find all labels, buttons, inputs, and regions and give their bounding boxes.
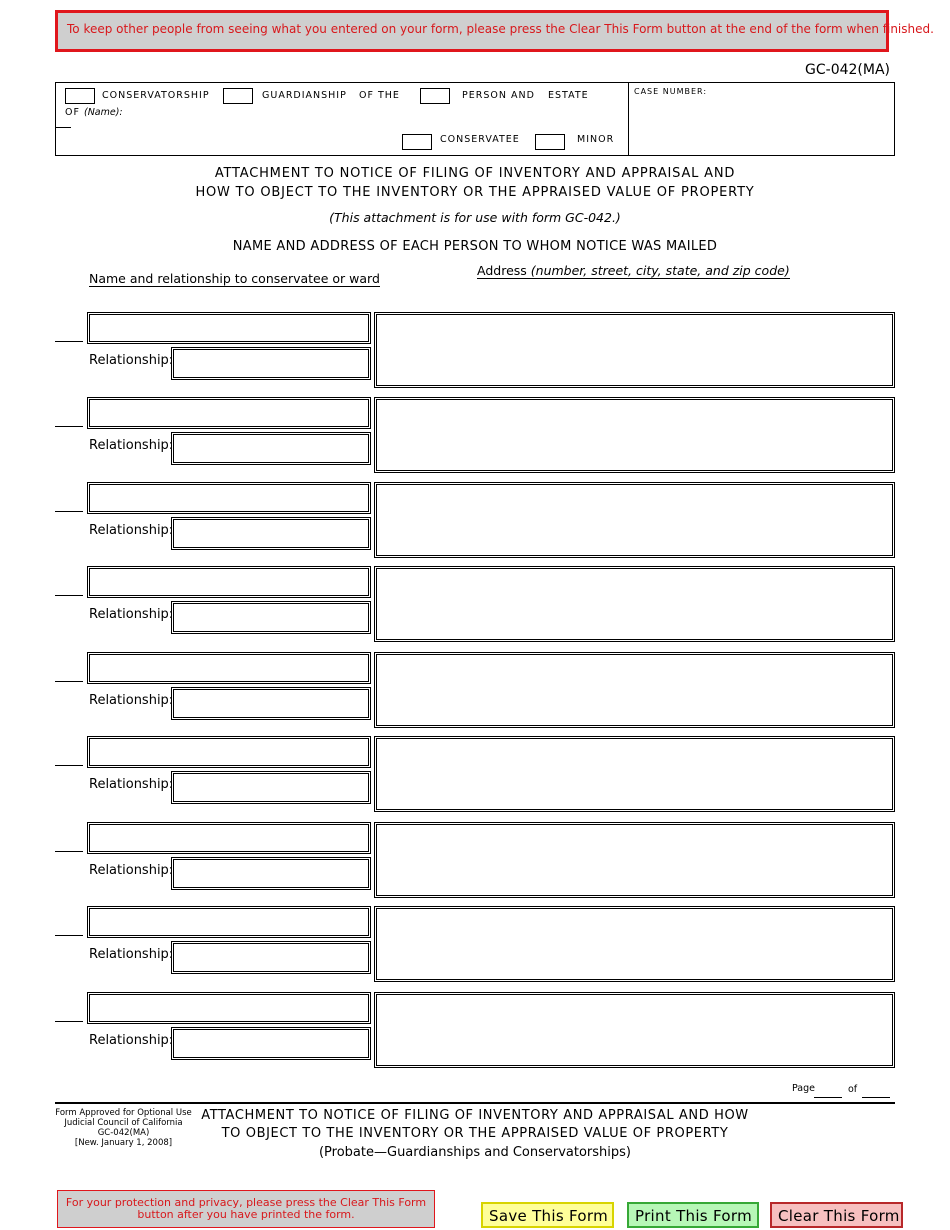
recipient-name-field[interactable]: [87, 822, 371, 854]
recipient-name-field[interactable]: [87, 992, 371, 1024]
name-hint: (Name):: [83, 107, 123, 118]
relationship-field[interactable]: [171, 432, 371, 465]
recipient-entry: [0, 992, 950, 1070]
conservatorship-label: CONSERVATORSHIP: [102, 90, 210, 101]
of-name-label: [65, 107, 123, 118]
recipient-entry: [0, 906, 950, 984]
form-title-line-1: ATTACHMENT TO NOTICE OF FILING OF INVENTORY AND APPRAISAL AND: [214, 166, 736, 181]
entry-number-field[interactable]: [55, 851, 83, 852]
of-the-label: OF THE: [359, 90, 400, 101]
relationship-field[interactable]: [171, 517, 371, 550]
address-heading-label: Address: [477, 263, 527, 278]
approval-line: GC-042(MA): [97, 1128, 150, 1138]
footer-subtitle: (Probate—Guardianships and Conservatorships): [318, 1145, 631, 1160]
relationship-label: Relationship:: [89, 523, 174, 538]
relationship-label: Relationship:: [89, 693, 174, 708]
conservatorship-checkbox[interactable]: [65, 88, 95, 104]
privacy-banner: To keep other people from seeing what you entered on your form, please press the Clear This Form button at the end of the form when finished.: [55, 10, 889, 52]
of-prefix: OF: [65, 107, 80, 118]
privacy-notice: For your protection and privacy, please press the Clear This Form button after you have printed the form.: [57, 1190, 435, 1228]
relationship-label: Relationship:: [89, 863, 174, 878]
relationship-field[interactable]: [171, 941, 371, 974]
guardianship-checkbox[interactable]: [223, 88, 253, 104]
person-and-estate-checkbox[interactable]: [420, 88, 450, 104]
recipient-name-field[interactable]: [87, 736, 371, 768]
recipient-entry: [0, 566, 950, 644]
relationship-label: Relationship:: [89, 777, 174, 792]
recipient-address-field[interactable]: [374, 822, 895, 898]
entry-number-field[interactable]: [55, 426, 83, 427]
form-code: GC-042(MA): [805, 62, 890, 78]
recipient-address-field[interactable]: [374, 312, 895, 388]
relationship-label: Relationship:: [89, 438, 174, 453]
entry-number-field[interactable]: [55, 1021, 83, 1022]
relationship-field[interactable]: [171, 771, 371, 804]
relationship-label: Relationship:: [89, 1033, 174, 1048]
address-column-heading: [477, 263, 790, 279]
conservatee-label: CONSERVATEE: [440, 134, 520, 145]
recipient-address-field[interactable]: [374, 736, 895, 812]
recipient-name-field[interactable]: [87, 652, 371, 684]
relationship-label: Relationship:: [89, 353, 174, 368]
print-form-button[interactable]: Print This Form: [627, 1202, 759, 1228]
address-hint: (number, street, city, state, and zip code): [530, 263, 790, 278]
entry-number-field[interactable]: [55, 935, 83, 936]
relationship-label: Relationship:: [89, 607, 174, 622]
recipient-name-field[interactable]: [87, 906, 371, 938]
conservatee-checkbox[interactable]: [402, 134, 432, 150]
page-number-field[interactable]: [814, 1097, 842, 1098]
recipient-entry: [0, 652, 950, 730]
footer-rule: [55, 1102, 895, 1104]
recipient-entry: [0, 736, 950, 814]
entry-number-field[interactable]: [55, 341, 83, 342]
recipient-address-field[interactable]: [374, 397, 895, 473]
entry-number-field[interactable]: [55, 511, 83, 512]
form-subtitle: (This attachment is for use with form GC-042.): [329, 210, 621, 225]
recipient-name-field[interactable]: [87, 312, 371, 344]
recipient-name-field[interactable]: [87, 482, 371, 514]
recipient-address-field[interactable]: [374, 566, 895, 642]
estate-label: ESTATE: [548, 90, 589, 101]
recipient-entry: [0, 312, 950, 390]
entry-number-field[interactable]: [55, 595, 83, 596]
recipient-name-field[interactable]: [87, 397, 371, 429]
recipient-name-field[interactable]: [87, 566, 371, 598]
entry-number-field[interactable]: [55, 765, 83, 766]
recipient-address-field[interactable]: [374, 906, 895, 982]
save-form-button[interactable]: Save This Form: [481, 1202, 614, 1228]
recipient-entry: [0, 397, 950, 475]
relationship-field[interactable]: [171, 857, 371, 890]
recipient-entry: [0, 482, 950, 560]
form-title-line-2: HOW TO OBJECT TO THE INVENTORY OR THE APPRAISED VALUE OF PROPERTY: [195, 185, 755, 200]
page-label: Page: [792, 1083, 815, 1094]
approval-line: Form Approved for Optional Use: [55, 1108, 192, 1118]
approval-line: Judicial Council of California: [64, 1118, 183, 1128]
guardianship-label: GUARDIANSHIP: [262, 90, 347, 101]
footer-title-line-1: ATTACHMENT TO NOTICE OF FILING OF INVENTORY AND APPRAISAL AND HOW: [201, 1108, 749, 1123]
section-heading: NAME AND ADDRESS OF EACH PERSON TO WHOM NOTICE WAS MAILED: [232, 239, 718, 254]
relationship-field[interactable]: [171, 687, 371, 720]
recipient-address-field[interactable]: [374, 652, 895, 728]
relationship-field[interactable]: [171, 1027, 371, 1060]
recipient-entry: [0, 822, 950, 900]
case-number-label: CASE NUMBER:: [634, 87, 708, 96]
approval-line: [New. January 1, 2008]: [74, 1138, 173, 1148]
of-label: of: [848, 1084, 858, 1095]
entry-number-field[interactable]: [55, 681, 83, 682]
name-column-heading: Name and relationship to conservatee or ward: [89, 271, 380, 286]
minor-label: MINOR: [577, 134, 615, 145]
clear-form-button[interactable]: Clear This Form: [770, 1202, 903, 1228]
relationship-field[interactable]: [171, 347, 371, 380]
person-and-label: PERSON AND: [462, 90, 535, 101]
recipient-address-field[interactable]: [374, 992, 895, 1068]
case-divider: [628, 83, 629, 155]
recipient-address-field[interactable]: [374, 482, 895, 558]
relationship-label: Relationship:: [89, 947, 174, 962]
relationship-field[interactable]: [171, 601, 371, 634]
page-total-field[interactable]: [862, 1097, 890, 1098]
caption-tick: [55, 127, 71, 128]
minor-checkbox[interactable]: [535, 134, 565, 150]
case-caption: [55, 82, 895, 156]
footer-title-line-2: TO OBJECT TO THE INVENTORY OR THE APPRAISED VALUE OF PROPERTY: [221, 1126, 729, 1141]
